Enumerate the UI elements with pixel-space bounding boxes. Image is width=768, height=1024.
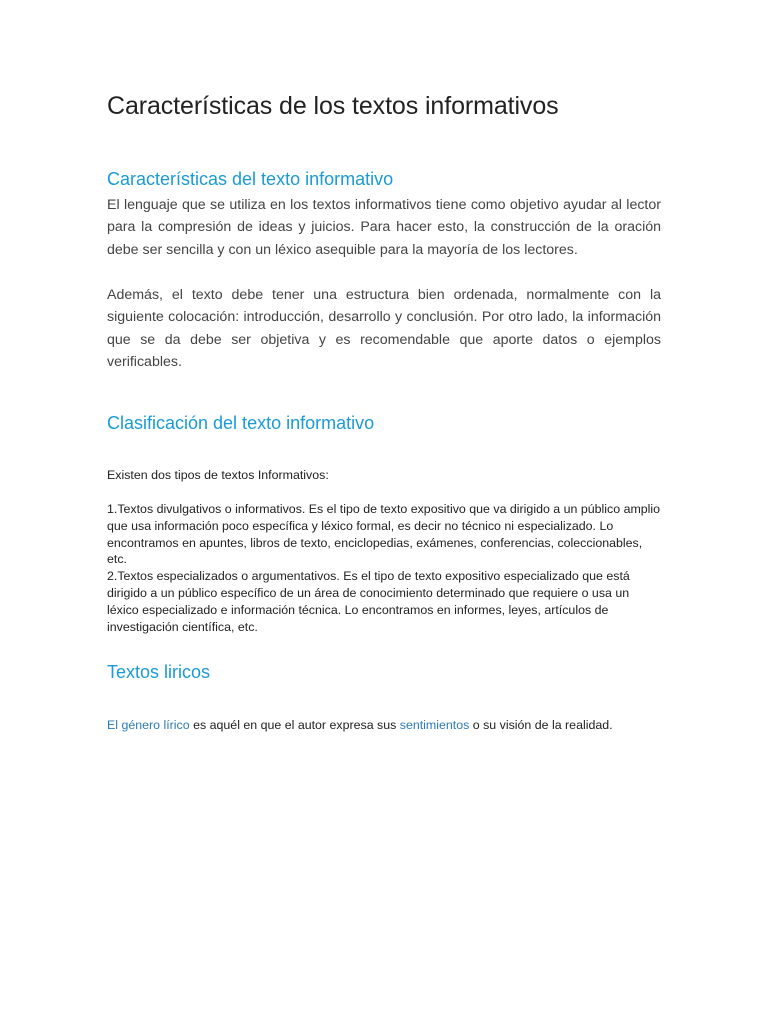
section-heading-caracteristicas: Características del texto informativo bbox=[107, 169, 394, 189]
paragraph-lenguaje: El lenguaje que se utiliza en los textos informativos tiene como objetivo ayudar al lector para la compresión de ideas y juicios. Para hacer esto, la construcción de la oración debe ser sencilla y con un léxico asequible para la mayoría de los lectores. bbox=[107, 197, 661, 258]
paragraph-tipos-intro: Existen dos tipos de textos Informativos: bbox=[107, 468, 329, 482]
link-genero-lirico[interactable]: El género lírico bbox=[107, 718, 190, 732]
list-item-especializados: 2.Textos especializados o argumentativos. Es el tipo de texto expositivo especializado que está dirigido a un público específico de un área de conocimiento determinado que requiere o usa un léxico especializado e información técnica. Lo encontramos en informes, leyes, artículos de investigación científica, etc. bbox=[107, 569, 630, 634]
paragraph-genero-lirico bbox=[107, 717, 613, 734]
types-list bbox=[107, 501, 663, 635]
lyric-text-middle: es aquél en que el autor expresa sus bbox=[189, 718, 400, 732]
lyric-text-end: o su visión de la realidad. bbox=[469, 718, 613, 732]
list-item-divulgativos: 1.Textos divulgativos o informativos. Es el tipo de texto expositivo que va dirigido a un público amplio que usa información poco específica y léxico formal, es decir no técnico ni especializado. Lo encontramos en apuntes, libros de texto, enciclopedias, exámenes, conferencias, coleccionables, etc. bbox=[107, 502, 661, 567]
page-title: Características de los textos informativos bbox=[107, 92, 559, 120]
link-sentimientos[interactable]: sentimientos bbox=[399, 718, 470, 732]
paragraph-estructura: Además, el texto debe tener una estructura bien ordenada, normalmente con la siguiente colocación: introducción, desarrollo y conclusión. Por otro lado, la información que se da debe ser objetiva y es recomendable que aporte datos o ejemplos verificables. bbox=[107, 287, 661, 371]
section-heading-textos-liricos: Textos liricos bbox=[107, 662, 211, 682]
section-heading-clasificacion: Clasificación del texto informativo bbox=[107, 413, 375, 433]
